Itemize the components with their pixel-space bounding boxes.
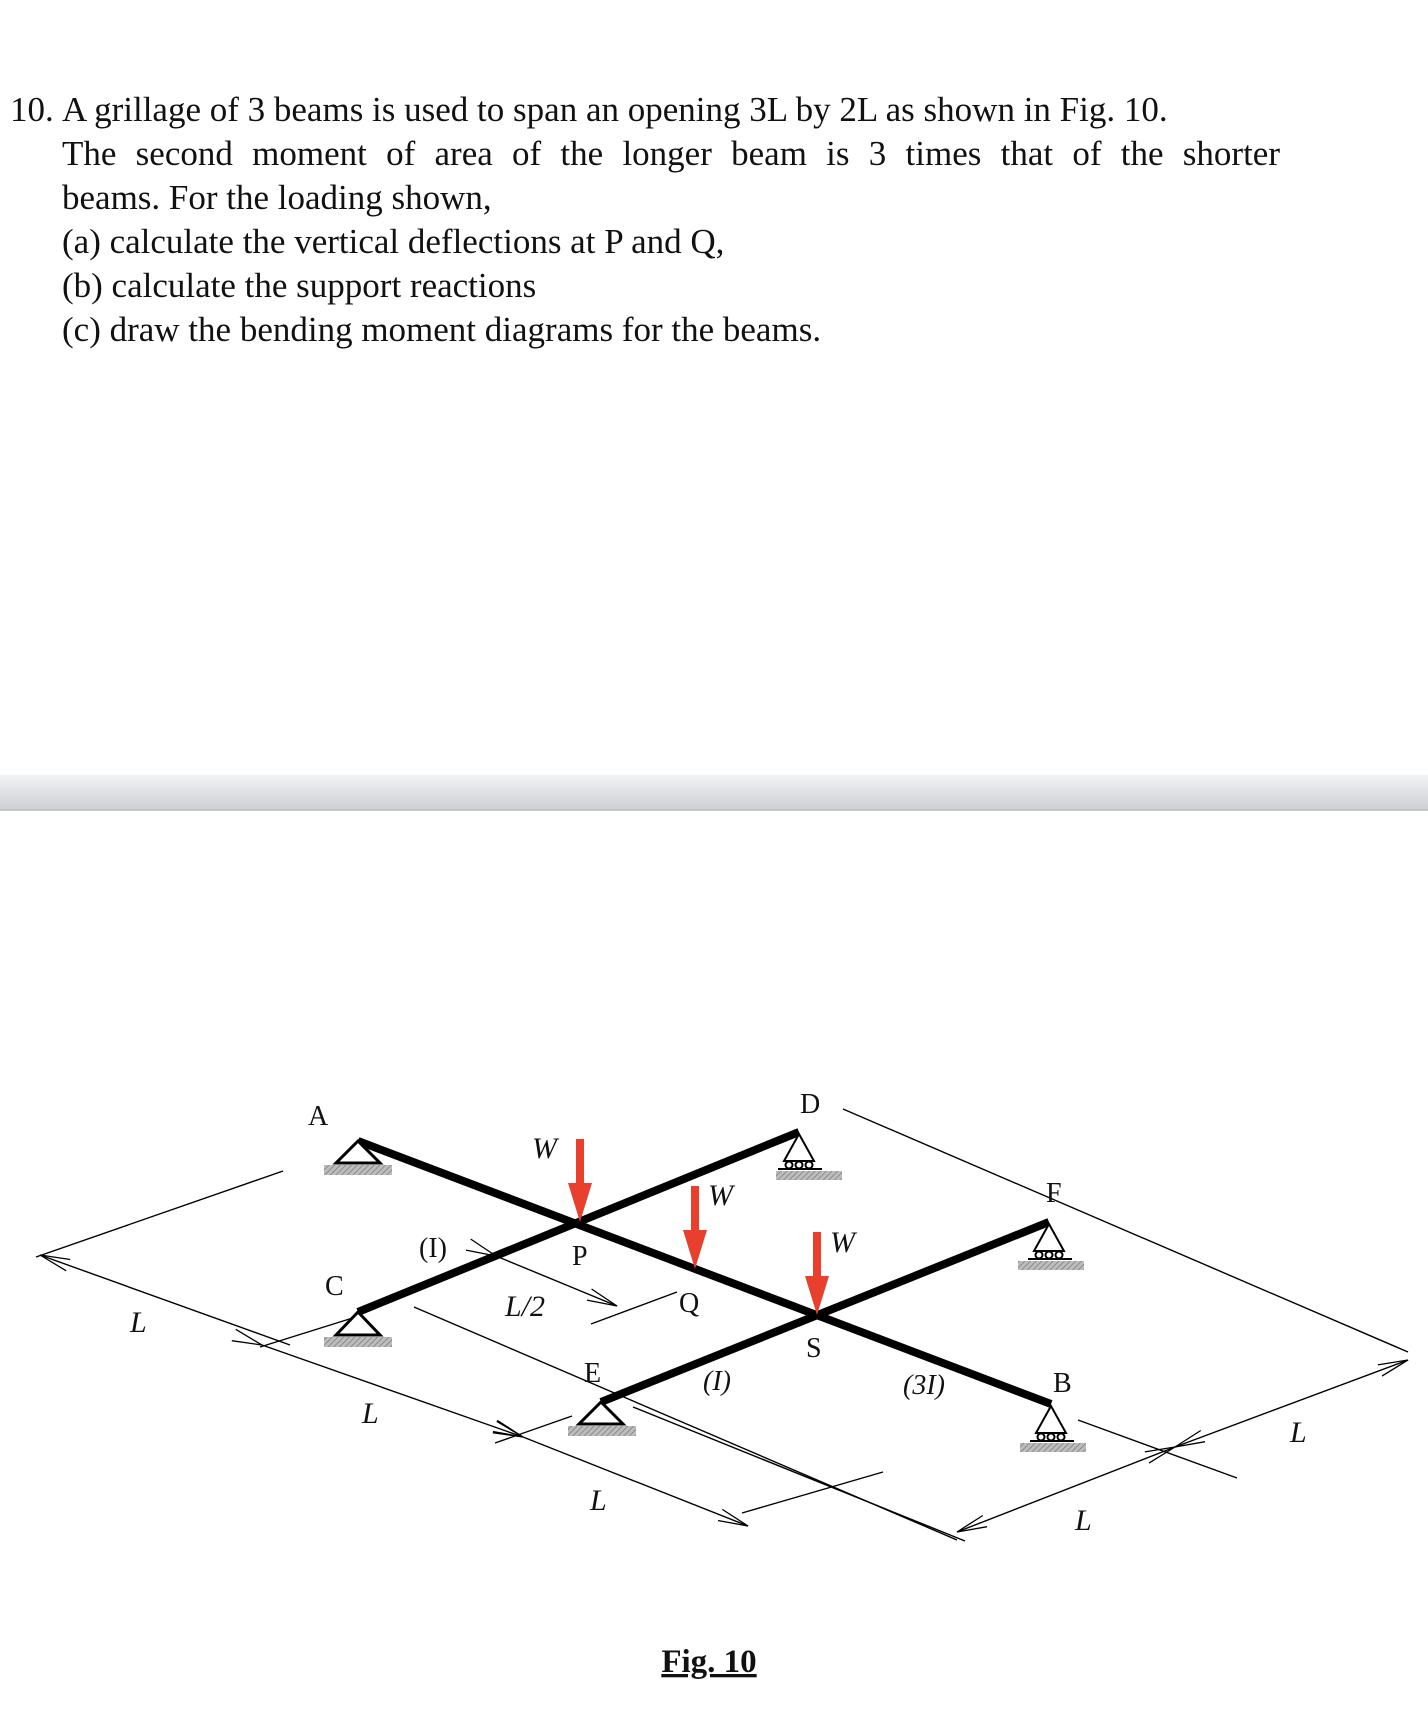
beam-label-cp: (I) [419, 1233, 447, 1264]
dim-label-right-bottom: L [1075, 1504, 1092, 1537]
outline-lines [36, 1109, 1408, 1541]
label-a: A [308, 1101, 329, 1132]
question-line: A grillage of 3 beams is used to span an opening 3L by 2L as shown in Fig. 10. [62, 90, 1168, 129]
dim-label-ce: L [362, 1397, 379, 1430]
load-arrow-s [805, 1232, 829, 1315]
label-c: C [325, 1271, 344, 1302]
question-part-b: (b) calculate the support reactions [62, 266, 537, 305]
label-e: E [584, 1358, 602, 1389]
question-number: 10. [10, 90, 54, 129]
question-line: beams. For the loading shown, [62, 178, 492, 217]
beam-label-long: (3I) [903, 1370, 945, 1401]
grillage-figure [0, 1040, 1428, 1729]
dim-label-left: L [130, 1306, 147, 1339]
beams [358, 1132, 1051, 1404]
question-part-c: (c) draw the bending moment diagrams for the beams. [62, 310, 822, 349]
load-label-s: W [830, 1226, 855, 1259]
load-label-q: W [708, 1179, 733, 1212]
label-d: D [800, 1089, 821, 1120]
dim-label-e-bottom: L [590, 1484, 607, 1517]
beam-label-es: (I) [703, 1366, 731, 1397]
figure-caption: Fig. 10 [661, 1644, 757, 1680]
dimension-ce [262, 1345, 523, 1437]
label-b: B [1053, 1368, 1072, 1399]
question-line: The second moment of area of the longer beam is 3 times that of the shorter [62, 134, 1280, 173]
label-f: F [1046, 1178, 1062, 1209]
label-s: S [806, 1333, 822, 1364]
load-arrow-q [683, 1186, 707, 1269]
label-p: P [572, 1241, 588, 1272]
question-text [62, 88, 1280, 352]
page-divider [0, 775, 1428, 811]
label-q: Q [679, 1288, 700, 1319]
dimension-right-bottom [957, 1447, 1175, 1532]
dimension-e-bottom [523, 1437, 748, 1526]
dim-label-right: L [1290, 1416, 1307, 1449]
roller-support-b [1020, 1406, 1086, 1452]
load-label-p: W [532, 1132, 557, 1165]
pin-support-c [324, 1312, 392, 1347]
question-part-a: (a) calculate the vertical deflections at P and Q, [62, 222, 725, 261]
load-arrow-p [568, 1139, 592, 1222]
dimension-left-edge [40, 1255, 290, 1345]
pin-support-e [568, 1402, 636, 1436]
dim-label-half: L/2 [505, 1290, 546, 1323]
